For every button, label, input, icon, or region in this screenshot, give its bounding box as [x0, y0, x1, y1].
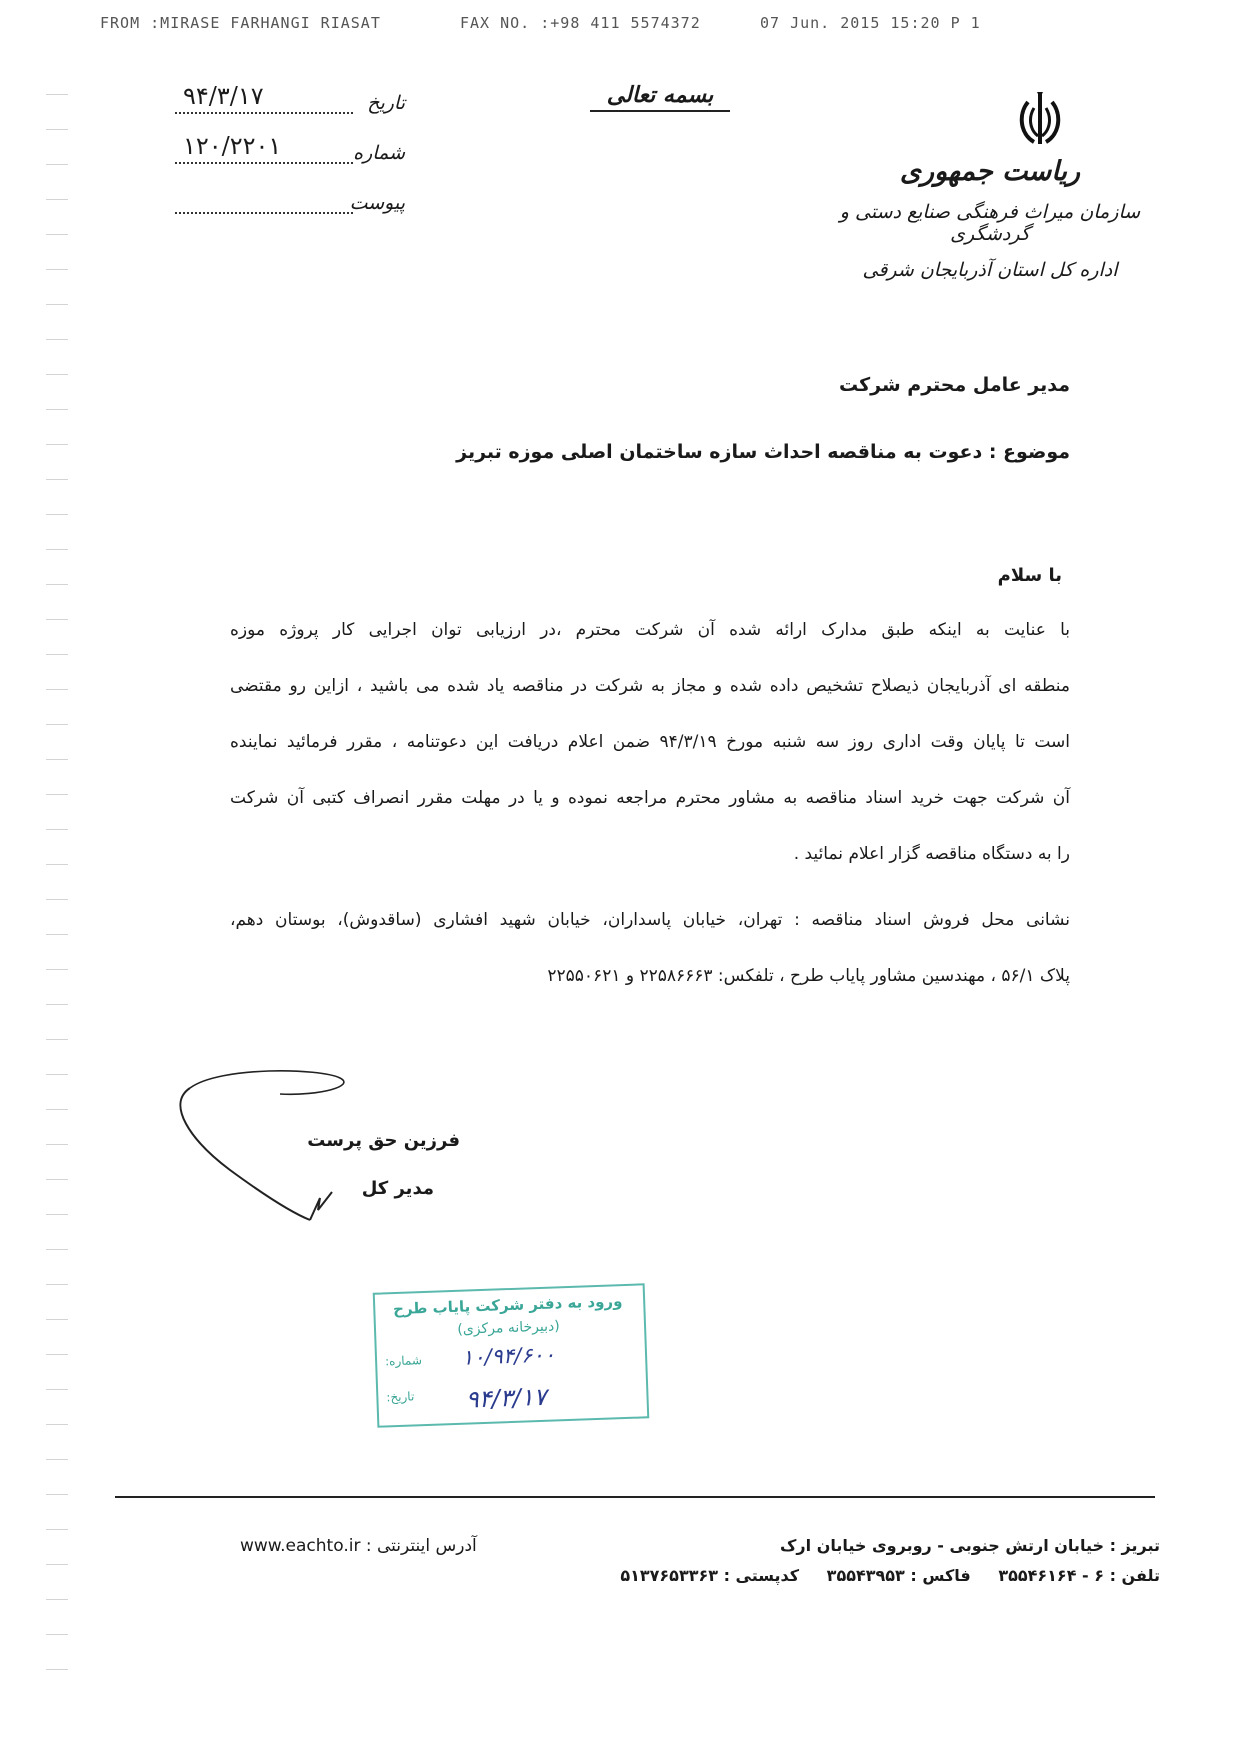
fax-from: FROM :MIRASE FARHANGI RIASAT [100, 14, 381, 32]
stamp-line2: (دبیرخانه مرکزی) [457, 1318, 560, 1338]
number-row [175, 132, 405, 188]
stamp-number-label: شماره: [384, 1353, 423, 1369]
greeting: با سلام [997, 565, 1062, 586]
date-row [175, 82, 405, 138]
number-line [175, 162, 353, 164]
attachment-line [175, 212, 353, 214]
footer-fax: فاکس : ۳۵۵۴۳۹۵۳ [826, 1566, 971, 1585]
receipt-stamp [373, 1283, 650, 1427]
footer-website: آدرس اینترنتی : www.eachto.ir [240, 1536, 477, 1556]
body-line: است تا پایان وقت اداری روز سه شنبه مورخ ۹۴/۳/۱۹ ضمن اعلام دریافت این دعوتنامه ، مقرر فرمائید نماینده [230, 732, 1070, 752]
body-line: آن شرکت جهت خرید اسناد مناقصه به مشاور محترم مراجعه نموده و یا در مهلت مقرر انصراف کتبی آن شرکت [230, 788, 1070, 808]
letter-meta [175, 82, 405, 238]
signature-block [160, 1060, 460, 1230]
subject: موضوع : دعوت به مناقصه احداث سازه ساختمان اصلی موزه تبریز [456, 441, 1070, 463]
date-line [175, 112, 353, 114]
attachment-label: پیوست [349, 192, 405, 214]
organization-block [820, 156, 1160, 281]
footer-phone: تلفن : ۶ - ۳۵۵۴۶۱۶۴ [998, 1566, 1160, 1585]
address-line: پلاک ۵۶/۱ ، مهندسین مشاور پایاب طرح ، تلفکس: ۲۲۵۸۶۶۶۳ و ۲۲۵۵۰۶۲۱ [547, 966, 1070, 986]
footer-contact [600, 1532, 1160, 1592]
footer-phones [600, 1562, 1160, 1592]
date-value: ۹۴/۳/۱۷ [183, 82, 264, 110]
invocation: بسمه تعالی [590, 82, 730, 112]
emblem-icon [1010, 88, 1070, 152]
footer-divider [115, 1496, 1155, 1498]
stamp-date: ۹۴/۳/۱۷ [465, 1382, 547, 1414]
signer-title: مدیر کل [361, 1178, 434, 1199]
sale-address [230, 902, 1070, 1014]
fax-header [100, 14, 1100, 36]
stamp-line1: ورود به دفتر شرکت پایاب طرح [392, 1292, 623, 1319]
number-label: شماره [353, 142, 405, 164]
attachment-row [175, 188, 405, 238]
org-sub2: اداره کل استان آذربایجان شرقی [862, 259, 1118, 281]
fax-datetime: 07 Jun. 2015 15:20 P 1 [760, 14, 981, 32]
signer-name: فرزین حق پرست [307, 1130, 460, 1151]
footer-address: تبریز : خیابان ارتش جنوبی - روبروی خیابان ارک [780, 1536, 1160, 1555]
fax-number: FAX NO. :+98 411 5574372 [460, 14, 701, 32]
body-line: با عنایت به اینکه طبق مدارک ارائه شده آن شرکت محترم ،در ارزیابی توان اجرایی کار پروژه موزه [230, 620, 1070, 640]
number-value: ۱۲۰/۲۲۰۱ [183, 132, 282, 160]
scan-margin-marks [46, 60, 68, 1700]
stamp-number: ۱۰/۹۴/۶۰۰ [461, 1342, 556, 1370]
addressee: مدیر عامل محترم شرکت [839, 374, 1070, 396]
org-sub1: سازمان میراث فرهنگی صنایع دستی و گردشگری [839, 201, 1141, 245]
footer-postal: کدپستی : ۵۱۳۷۶۵۳۳۶۳ [620, 1566, 800, 1585]
body-line: منطقه ای آذربایجان ذیصلاح تشخیص داده شده و مجاز به شرکت در مناقصه یاد شده می باشید ، ازاین رو مقتضی [230, 676, 1070, 696]
address-line: نشانی محل فروش اسناد مناقصه : تهران، خیابان پاسداران، خیابان شهید افشاری (ساقدوش)، بوستان دهم، [230, 910, 1070, 930]
org-main: ریاست جمهوری [899, 156, 1081, 187]
stamp-date-label: تاریخ: [386, 1389, 415, 1405]
date-label: تاریخ [367, 92, 405, 114]
body-line: را به دستگاه مناقصه گزار اعلام نمائید . [793, 844, 1070, 864]
letter-body [230, 612, 1070, 892]
